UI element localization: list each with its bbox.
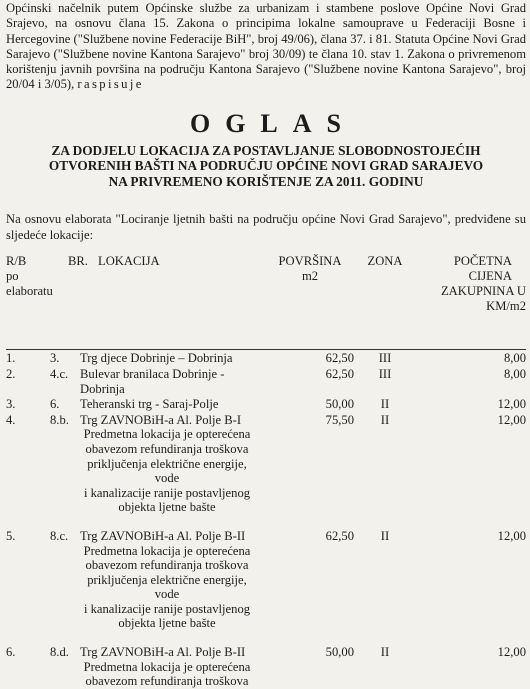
cell-cijena: 12,00 [497,412,526,427]
cell-lokacija [80,412,266,515]
cell-br: 8.c. [50,528,69,543]
location-name: Trg ZAVNOBiH-a Al. Polje B-II [80,645,246,660]
cell-povrsina: 62,50 [325,351,354,366]
cell-rb: 5. [6,528,16,543]
cell-rb: 4. [6,412,16,427]
subtitle [6,143,526,190]
cell-rb: 3. [6,397,16,412]
location-note-line: obavezom refundiranja troškova [85,441,249,456]
location-name: Teheranski trg - Saraj-Polje [80,397,219,412]
cell-cijena: 8,00 [503,366,526,381]
cell-br: 6. [50,397,60,412]
cell-lokacija [80,350,266,366]
raspisuje-word: raspisuje [77,77,144,92]
locations-table [6,254,526,689]
header-povrsina-line-2: m2 [301,268,319,283]
cell-zona: II [380,397,390,412]
location-note-line: objekta ljetne bašte [118,500,216,515]
location-note-line: Predmetna lokacija je opterećena [83,659,251,674]
cell-povrsina: 50,00 [325,397,354,412]
intro-text: Općinski načelnik putem Općinske službe za urbanizam i stambene poslove Općine Novi Grad Srajevo, na osnovu člana 15. Zakona o principima lokalne samouprave u Federaciji Bosne i Hercegovine ("Službene novine Federacije BiH", broj 49/06), člana 37. i 81. Statuta Općine Novi Grad Sarajevo ("Službene novine Kantona Sarajevo" broj 30/09) te člana 10. stav 1. Zakona o privremenom korištenju javnih površina na području Kantona Sarajevo ("Službene novine Kantona Sarajevo", broj 20/04 i 3/05), [6,1,526,92]
table-row [6,366,526,396]
cell-povrsina: 62,50 [325,366,354,381]
cell-cijena: 8,00 [503,351,526,366]
cell-zona: II [380,528,390,543]
location-note-line: obavezom refundiranja troškova [85,674,249,689]
location-note-line: i kanalizacije ranije postavljenog [83,601,251,616]
subtitle-line-2: OTVORENIH BAŠTI NA PODRUČJU OPĆINE NOVI GRAD SARAJEVO [48,158,484,174]
table-row [6,528,526,631]
location-name: Trg djece Dobrinje – Dobrinja [80,351,233,366]
page-title: OGLAS [189,108,357,138]
cell-cijena: 12,00 [497,645,526,660]
cell-br: 4.c. [50,366,69,381]
cell-zona: III [378,351,392,366]
cell-povrsina: 50,00 [325,645,354,660]
location-name: Trg ZAVNOBiH-a Al. Polje B-I [80,412,242,427]
table-row [6,350,526,366]
header-lokacija-label: LOKACIJA [98,253,160,268]
header-rb-line-1: R/B [6,253,27,268]
table-header [6,254,526,350]
header-divider [6,314,526,350]
header-rb [6,253,53,314]
cell-rb: 6. [6,645,16,660]
table-body [6,350,526,689]
header-lokacija [80,254,266,314]
header-povrsina-line-1: POVRŠINA [278,253,342,268]
row-spacer-cell [6,515,526,528]
cell-zona: III [378,366,392,381]
lead-paragraph: Na osnovu elaborata "Lociranje ljetnih bašti na području općine Novi Grad Sarajevo", predviđene su sljedeće lokacije: [6,212,526,242]
location-note-line: objekta ljetne bašte [118,616,216,631]
location-name: Bulevar branilaca Dobrinje - Dobrinja [80,366,225,396]
header-cijena-line-2: ZAKUPNINA U KM/m2 [440,283,526,313]
subtitle-line-3: NA PRIVREMENO KORIŠTENJE ZA 2011. GODINU [108,173,424,189]
header-povrsina [266,254,354,314]
table-row [6,412,526,515]
cell-lokacija [80,366,266,396]
row-spacer [6,631,526,644]
subtitle-line-1: ZA DODJELU LOKACIJA ZA POSTAVLJANJE SLOBODNOSTOJEĆIH [51,142,481,158]
header-zona [354,254,416,314]
cell-povrsina: 75,50 [325,412,354,427]
cell-rb: 1. [6,351,16,366]
header-cijena [416,254,526,314]
intro-paragraph [6,0,526,93]
location-note-line: i kanalizacije ranije postavljenog [83,485,251,500]
location-note-line: Predmetna lokacija je opterećena [83,543,251,558]
table-row [6,644,526,689]
cell-lokacija [80,528,266,631]
cell-cijena: 12,00 [497,397,526,412]
row-spacer [6,515,526,528]
location-note-line: obavezom refundiranja troškova [85,558,249,573]
cell-br: 8.b. [50,412,69,427]
cell-br: 8.d. [50,645,69,660]
location-note-line: priključenja električne energije, vode [87,572,247,602]
header-cijena-line-1: POČETNA CIJENA [453,253,512,283]
header-zona-label: ZONA [367,253,403,268]
cell-zona: II [380,412,390,427]
location-note-line: priključenja električne energije, vode [87,456,247,486]
cell-rb: 2. [6,366,16,381]
location-note-line: Predmetna lokacija je opterećena [83,427,251,442]
header-rb-line-2: po elaboratu [6,268,53,298]
location-name: Trg ZAVNOBiH-a Al. Polje B-II [80,528,246,543]
cell-lokacija [80,644,266,689]
cell-lokacija [80,396,266,412]
cell-cijena: 12,00 [497,528,526,543]
header-br [50,253,88,314]
row-spacer-cell [6,631,526,644]
header-br-label: BR. [68,253,88,268]
cell-br: 3. [50,351,60,366]
cell-zona: II [380,645,390,660]
table-row [6,396,526,412]
cell-povrsina: 62,50 [325,528,354,543]
